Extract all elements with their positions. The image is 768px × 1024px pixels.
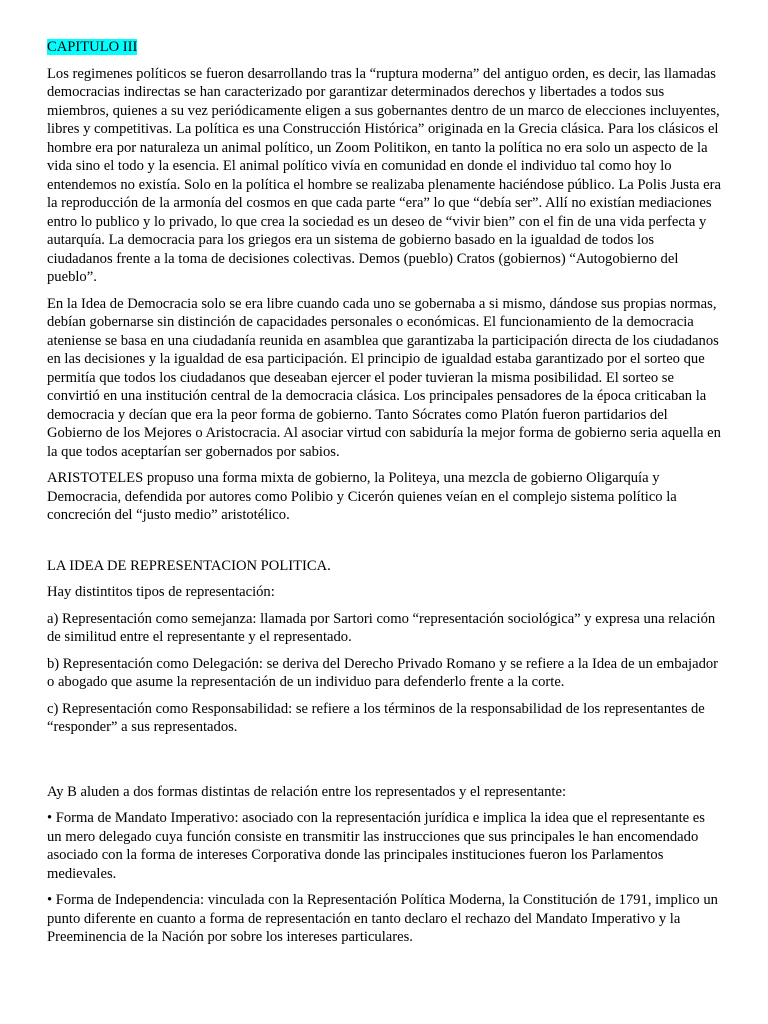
form-bullet-independencia: • Forma de Independencia: vinculada con la Representación Política Moderna, la Constitución de 1791, implico un punto diferente en cuanto a forma de representación en tanto declaro el rechazo del Mandato Imperativo y la Preeminencia de la Nación por sobre los intereses particulares. <box>47 892 718 945</box>
section-intro: Hay distintitos tipos de representación: <box>47 584 275 600</box>
forms-intro: Ay B aluden a dos formas distintas de relación entre los representados y el representante: <box>47 783 566 800</box>
body-paragraph-3: ARISTOTELES propuso una forma mixta de gobierno, la Politeya, una mezcla de gobierno Oligarquía y Democracia, defendida por autores como Polibio y Cicerón quienes veían en el complejo sistema político la concreción del “justo medio” aristotélico. <box>47 470 677 523</box>
representation-item-c: c) Representación como Responsabilidad: se refiere a los términos de la responsabilidad de los representantes de “responder” a sus representados. <box>47 700 705 735</box>
spacer <box>47 533 723 557</box>
chapter-heading <box>47 38 723 57</box>
form-bullet-mandato: • Forma de Mandato Imperativo: asociado con la representación jurídica e implica la idea que el representante es un mero delegado cuya función consiste en transmitir las instrucciones que sus principales le han encomendado asociado con la forma de intereses Corporativa donde las principales instituciones fueron los Parlamentos medievales. <box>47 810 705 882</box>
section-heading: LA IDEA DE REPRESENTACION POLITICA. <box>47 557 331 574</box>
spacer <box>47 745 723 783</box>
document-page <box>47 38 723 955</box>
representation-item-a: a) Representación como semejanza: llamada por Sartori como “representación sociológica” y expresa una relación de similitud entre el representante y el representado. <box>47 610 716 645</box>
representation-item-b: b) Representación como Delegación: se deriva del Derecho Privado Romano y se refiere a la Idea de un embajador o abogado que asume la representación de un individuo para defenderlo frente a la corte. <box>47 655 719 690</box>
chapter-heading-text: CAPITULO III <box>47 39 138 55</box>
body-paragraph-1: Los regimenes políticos se fueron desarrollando tras la “ruptura moderna” del antiguo orden, es decir, las llamadas democracias indirectas se han caracterizado por garantizar determinados derechos y libertades a todos sus miembros, quienes a su vez periódicamente eligen a sus gobernantes dentro de un marco de elecciones incluyentes, libres y competitivas. La política es una Construcción Histórica” originada en la Grecia clásica. Para los clásicos el hombre era por naturaleza un animal político, un Zoom Politikon, en tanto la política no era solo un aspecto de la vida sino el todo y la esencia. El animal político vivía en comunidad en donde el individuo tal como hoy lo entendemos no existía. Solo en la política el hombre se realizaba plenamente haciéndose público. La Polis Justa era la reproducción de la armonía del cosmos en que cada parte “era” lo que “debía ser”. Allí no existían mediaciones entro lo publico y lo privado, lo que crea la sociedad es un deseo de “vivir bien” con el fin de una vida perfecta y autarquía. La democracia para los griegos era un sistema de gobierno basado en la igualdad de todos los ciudadanos frente a la toma de decisiones colectivas. Demos (pueblo) Cratos (gobiernos) “Autogobierno del pueblo”. <box>47 65 721 285</box>
body-paragraph-2: En la Idea de Democracia solo se era libre cuando cada uno se gobernaba a si mismo, dándose sus propias normas, debían gobernarse sin distinción de capacidades personales o económicas. El funcionamiento de la democracia ateniense se basa en una ciudadanía reunida en asamblea que garantizaba la participación directa de los ciudadanos en las decisiones y la igualdad de esa participación. El principio de igualdad estaba garantizado por el sorteo que permitía que todos los ciudadanos que deseaban ejercer el poder tuvieran la misma posibilidad. El sorteo se convirtió en una institución central de la democracia clásica. Los principales pensadores de la época criticaban la democracia y decían que era la peor forma de gobierno. Tanto Sócrates como Platón fueron partidarios del Gobierno de los Mejores o Aristocracia. Al asociar virtud con sabiduría la mejor forma de gobierno seria aquella en la que todos aceptarían ser gobernados por sabios. <box>47 295 721 460</box>
